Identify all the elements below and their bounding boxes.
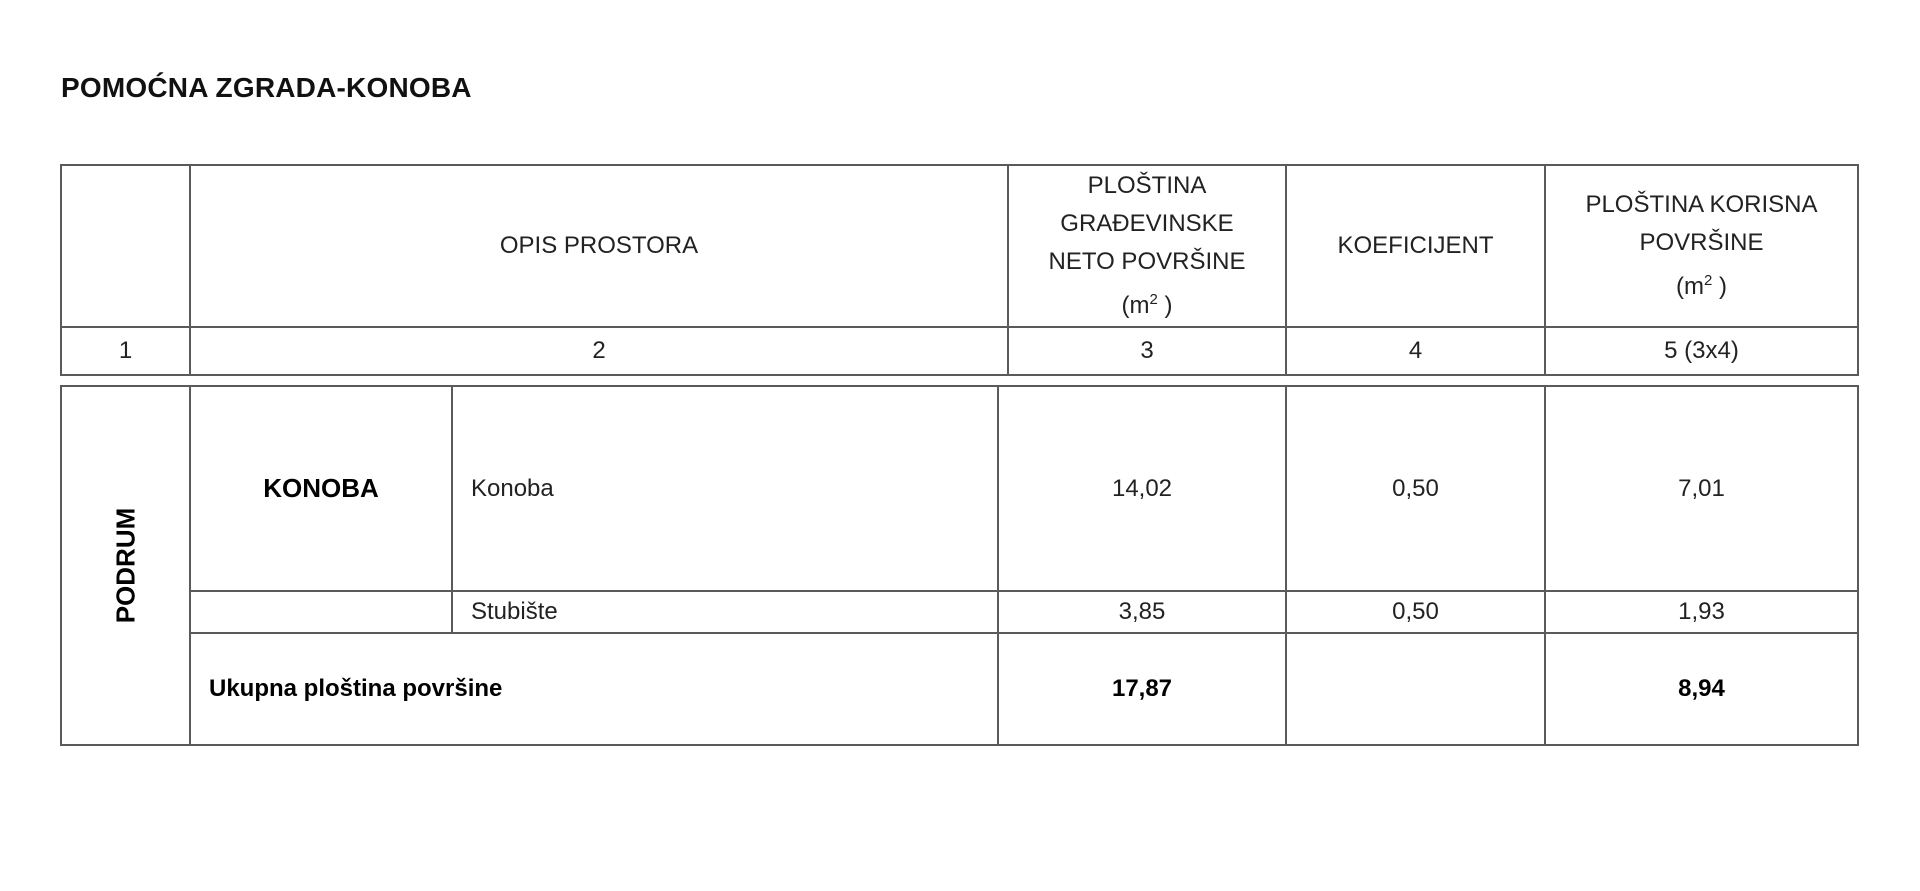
header-ploshtina-gradjevinske: [1008, 165, 1286, 327]
level-cell: [61, 386, 190, 745]
header-col3-line2: GRAĐEVINSKE: [1060, 210, 1234, 237]
header-col3-line1: PLOŠTINA: [1087, 172, 1207, 199]
document-title: POMOĆNA ZGRADA-KONOBA: [61, 72, 472, 103]
room-name: Stubište: [452, 591, 998, 633]
total-label: Ukupna ploština površine: [190, 633, 998, 745]
header-opis-prostora: OPIS PROSTORA: [190, 165, 1008, 327]
room-area: 14,02: [998, 386, 1286, 591]
area-table: [60, 385, 1859, 746]
column-number: 4: [1286, 327, 1545, 375]
table-row: [61, 591, 1858, 633]
header-col5-unit: ($m^2$ ): [1676, 272, 1727, 300]
total-useful-area: 8,94: [1545, 633, 1858, 745]
room-name: Konoba: [452, 386, 998, 591]
column-number: 5 (3x4): [1545, 327, 1858, 375]
column-number: 3: [1008, 327, 1286, 375]
header-col1: [61, 165, 190, 327]
room-area: 3,85: [998, 591, 1286, 633]
room-coef: 0,50: [1286, 591, 1545, 633]
header-row: [61, 165, 1858, 327]
header-col3-line3: NETO POVRŠINE: [1048, 248, 1246, 275]
total-row: [61, 633, 1858, 745]
header-col5-line1: PLOŠTINA KORISNA: [1585, 191, 1818, 218]
room-useful-area: 1,93: [1545, 591, 1858, 633]
header-col3-unit: ($m^2$ ): [1121, 291, 1173, 319]
header-table: [60, 164, 1859, 376]
table-row: [61, 386, 1858, 591]
column-number-row: [61, 327, 1858, 375]
room-coef: 0,50: [1286, 386, 1545, 591]
total-coef: [1286, 633, 1545, 745]
header-col5-line2: POVRŠINE: [1639, 229, 1764, 256]
level-label: PODRUM: [110, 507, 140, 624]
header-koeficijent: KOEFICIJENT: [1286, 165, 1545, 327]
header-ploshtina-korisna: [1545, 165, 1858, 327]
room-useful-area: 7,01: [1545, 386, 1858, 591]
room-group-empty: [190, 591, 452, 633]
column-number: 2: [190, 327, 1008, 375]
total-area: 17,87: [998, 633, 1286, 745]
column-number: 1: [61, 327, 190, 375]
room-group-label: KONOBA: [190, 386, 452, 591]
